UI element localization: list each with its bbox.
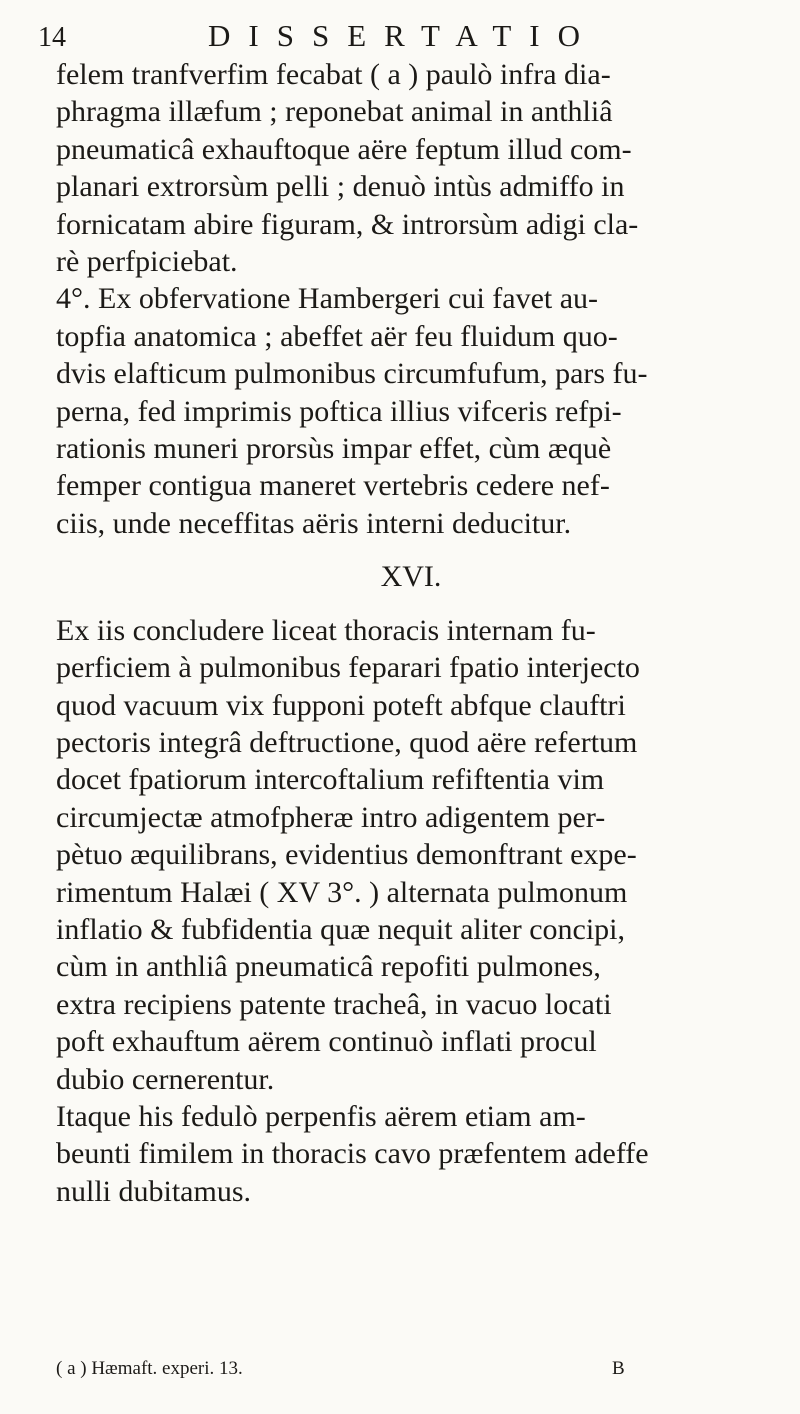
page-header <box>38 18 758 58</box>
text-line: nulli dubitamus. <box>56 1174 251 1208</box>
running-title: DISSERTATIO <box>208 18 598 53</box>
text-line: phragma illæfum ; reponebat animal in anthliâ <box>56 95 613 129</box>
text-line: topfia anatomica ; abeffet aër feu fluidum quo- <box>56 319 618 353</box>
text-line: perna, fed imprimis poftica illius vifceris refpi- <box>56 394 622 428</box>
text-line: quod vacuum vix fupponi poteft abfque clauftri <box>56 688 626 722</box>
paragraph-3 <box>56 612 766 1098</box>
footnote: ( a ) Hæmaft. experi. 13. <box>56 1358 243 1379</box>
text-line: rimentum Halæi ( XV 3°. ) alternata pulmonum <box>56 875 628 909</box>
text-line: rè perfpiciebat. <box>56 245 238 279</box>
text-line: perficiem à pulmonibus feparari fpatio interjecto <box>56 651 640 685</box>
text-line: cùm in anthliâ pneumaticâ repofiti pulmones, <box>56 950 601 984</box>
text-line: docet fpatiorum intercoftalium refiftentia vim <box>56 763 605 797</box>
text-line: pètuo æquilibrans, evidentius demonftrant expe- <box>56 838 637 872</box>
text-line: femper contigua maneret vertebris cedere nef- <box>56 469 610 503</box>
paragraph-4 <box>56 1098 766 1210</box>
text-line: fornicatam abire figuram, & introrsùm adigi cla- <box>56 207 639 241</box>
signature-mark: B <box>612 1358 625 1379</box>
body-text <box>56 56 766 1210</box>
text-line: felem tranfverfim fecabat ( a ) paulò infra dia- <box>56 58 611 91</box>
text-line: Ex iis concludere liceat thoracis internam fu- <box>56 613 596 647</box>
text-line: Itaque his fedulò perpenfis aërem etiam am- <box>56 1099 586 1133</box>
text-line: pneumaticâ exhauftoque aëre feptum illud com- <box>56 132 632 166</box>
paragraph-2 <box>56 280 766 542</box>
text-line: rationis muneri prorsùs impar effet, cùm æquè <box>56 432 612 466</box>
text-line: dubio cernerentur. <box>56 1062 275 1096</box>
text-line: pectoris integrâ deftructione, quod aëre refertum <box>56 725 638 759</box>
text-line: beunti fimilem in thoracis cavo præfentem adeffe <box>56 1137 649 1171</box>
text-line: poft exhauftum aërem continuò inflati procul <box>56 1025 597 1059</box>
text-line: ciis, unde neceffitas aëris interni deducitur. <box>56 506 572 540</box>
text-line: planari extrorsùm pelli ; denuò intùs admiffo in <box>56 170 625 204</box>
text-line: 4°. Ex obfervatione Hambergeri cui favet au- <box>56 282 599 316</box>
text-line: extra recipiens patente tracheâ, in vacuo locati <box>56 987 612 1021</box>
section-heading: XVI. <box>380 560 442 594</box>
paragraph-1 <box>56 56 766 280</box>
text-line: circumjectæ atmofpheræ intro adigentem per- <box>56 800 606 834</box>
page-number: 14 <box>38 22 66 53</box>
text-line: inflatio & fubfidentia quæ nequit aliter concipi, <box>56 912 626 946</box>
text-line: dvis elafticum pulmonibus circumfufum, pars fu- <box>56 357 648 391</box>
